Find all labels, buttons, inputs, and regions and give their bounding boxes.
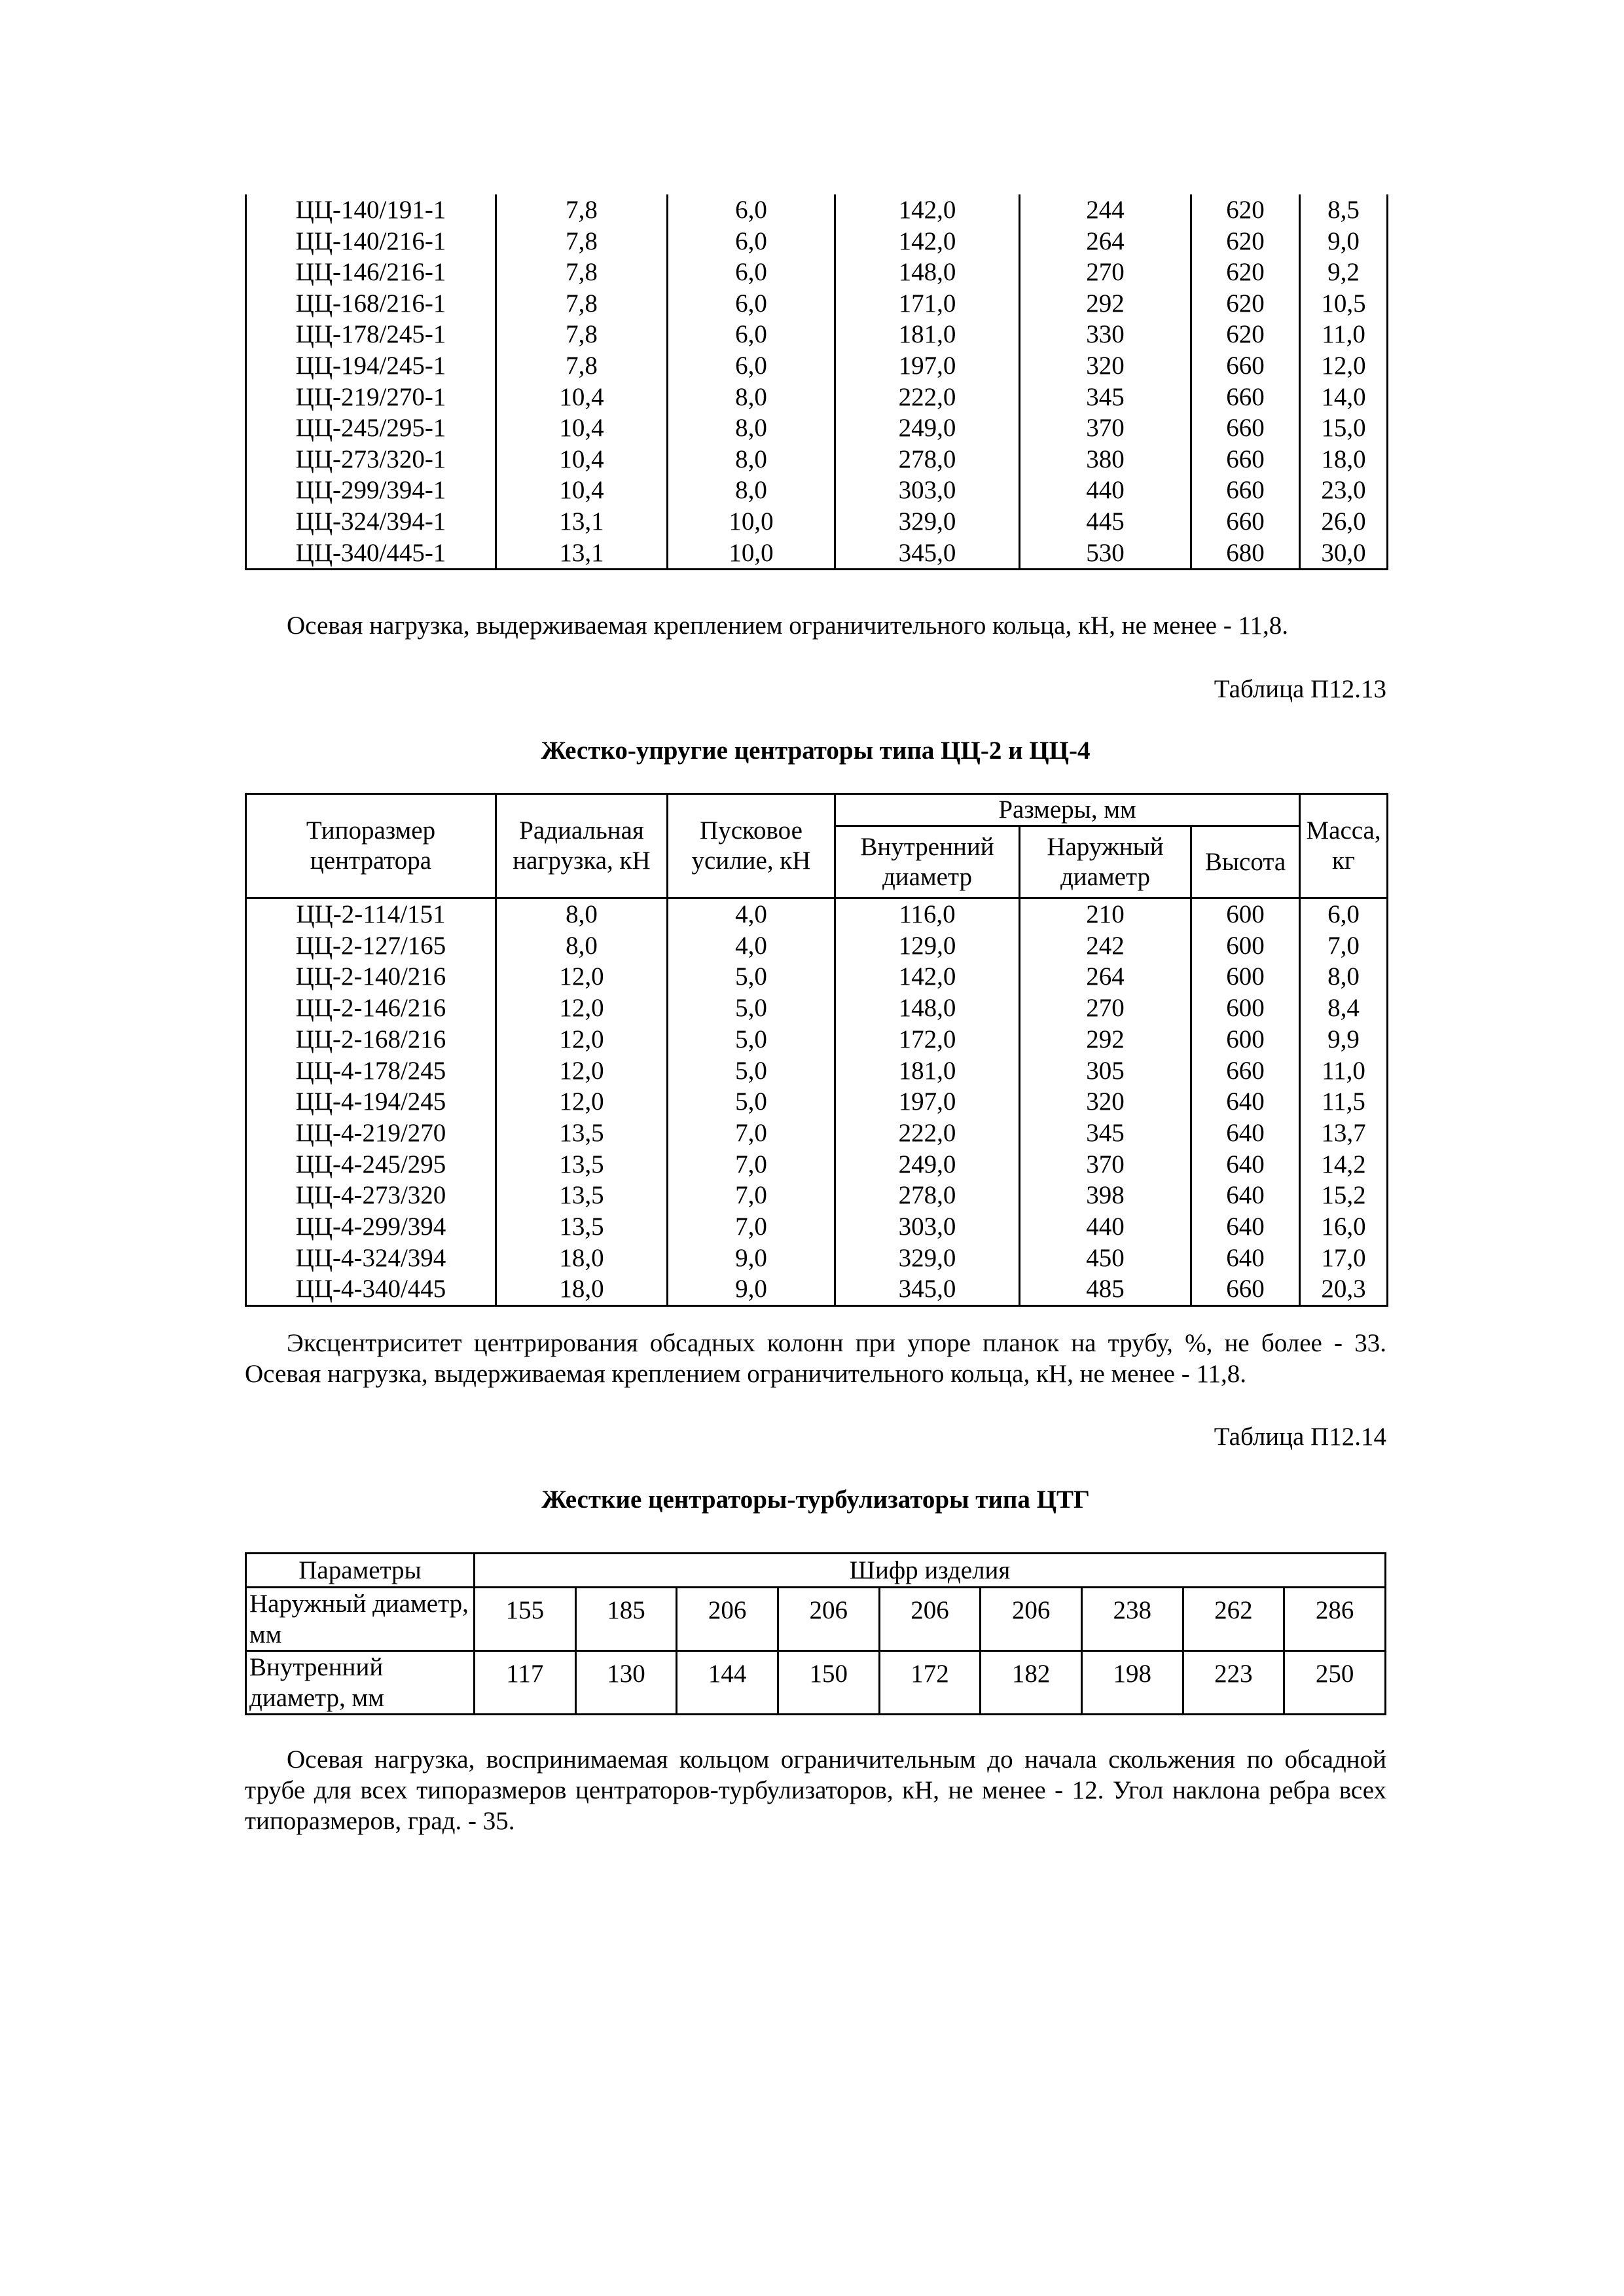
table-cell: 278,0 [835,1180,1020,1211]
table-cell: 329,0 [835,506,1020,538]
table-cell: 249,0 [835,412,1020,444]
table-cell: 222,0 [835,1118,1020,1149]
table-cell: 181,0 [835,1055,1020,1087]
table-cell: 13,5 [496,1118,668,1149]
table-cell: 660 [1191,1273,1300,1305]
table-cell: 13,1 [496,538,668,570]
table-cell: 5,0 [668,1024,835,1055]
table-cell: 5,0 [668,993,835,1024]
table-cell: 345 [1020,1118,1191,1149]
table-1-body [246,194,1388,570]
table-cell: 660 [1191,444,1300,475]
table-cell: 600 [1191,961,1300,993]
table-2-note: Эксцентриситет центрирования обсадных колонн при упоре планок на трубу, %, не более - 33. Осевая нагрузка, выдерживаемая креплением ограничительного кольца, кН, не менее - 11,8. [245,1329,1386,1388]
table-cell: 620 [1191,257,1300,288]
table-row [246,538,1388,570]
header-product-code: Шифр изделия [475,1554,1386,1588]
table-row [246,226,1388,257]
table-cell: ЦЦ-4-324/394 [246,1243,496,1274]
table-cell: 26,0 [1300,506,1388,538]
table-cell: 13,7 [1300,1118,1388,1149]
table-cell: 13,5 [496,1149,668,1180]
table-cell: 18,0 [496,1273,668,1305]
table-cell: 10,4 [496,444,668,475]
table-cell: 264 [1020,226,1191,257]
table-cell: 345,0 [835,1273,1020,1305]
table-cell: 8,0 [668,444,835,475]
table-cell: 12,0 [496,961,668,993]
table-cell: 7,8 [496,226,668,257]
table-cell: ЦЦ-4-178/245 [246,1055,496,1087]
table-cell: 250 [1284,1651,1386,1715]
table-cell: 620 [1191,288,1300,319]
table-row [246,1243,1388,1274]
table-cell: ЦЦ-140/191-1 [246,194,496,226]
table-cell: 398 [1020,1180,1191,1211]
table-cell: 8,0 [668,382,835,413]
table-3-title: Жесткие центраторы-турбулизаторы типа ЦТГ [541,1485,1090,1514]
table-cell: 13,5 [496,1180,668,1211]
table-row [246,1180,1388,1211]
table-cell: 13,5 [496,1211,668,1243]
table-cell: 264 [1020,961,1191,993]
table-cell: 185 [575,1588,677,1651]
table-cell: 640 [1191,1118,1300,1149]
table-cell: 144 [677,1651,778,1715]
table-cell: 10,0 [668,538,835,570]
header-height: Высота [1191,826,1300,898]
table-cell: 450 [1020,1243,1191,1274]
table-cell: 8,0 [668,412,835,444]
table-cell: 640 [1191,1149,1300,1180]
table-cell: 9,0 [1300,226,1388,257]
table-cell: 6,0 [668,194,835,226]
table-2-title: Жестко-упругие центраторы типа ЦЦ-2 и ЦЦ-4 [541,737,1091,765]
table-cell: 171,0 [835,288,1020,319]
table-row [246,475,1388,506]
table-cell: 4,0 [668,898,835,930]
header-outer-diameter: Наружный диаметр [1020,826,1191,898]
table-cell: ЦЦ-219/270-1 [246,382,496,413]
table-3 [245,1552,1386,1715]
table-cell: 17,0 [1300,1243,1388,1274]
table-cell: 198 [1081,1651,1183,1715]
table-cell: 5,0 [668,1055,835,1087]
table-2 [245,793,1386,1307]
table-cell: ЦЦ-194/245-1 [246,350,496,382]
table-cell: 12,0 [496,1086,668,1118]
table-cell: 10,4 [496,475,668,506]
table-cell: 660 [1191,475,1300,506]
table-row [246,930,1388,962]
table-cell: 303,0 [835,1211,1020,1243]
table-cell: 600 [1191,993,1300,1024]
table-cell: 6,0 [668,319,835,350]
table-cell: 5,0 [668,961,835,993]
table-cell: 142,0 [835,961,1020,993]
table-cell: 14,0 [1300,382,1388,413]
table-cell: 148,0 [835,993,1020,1024]
table-row [246,257,1388,288]
table-cell: 11,5 [1300,1086,1388,1118]
table-cell: 8,5 [1300,194,1388,226]
table-cell: 206 [879,1588,981,1651]
header-inner-diameter: Внутренний диаметр [835,826,1020,898]
table-cell: ЦЦ-324/394-1 [246,506,496,538]
table-cell: 172,0 [835,1024,1020,1055]
table-cell: 197,0 [835,350,1020,382]
table-cell: 10,4 [496,382,668,413]
table-cell: 320 [1020,350,1191,382]
table-2-label: Таблица П12.13 [1214,675,1386,703]
table-3-note: Осевая нагрузка, воспринимаемая кольцом ограничительным до начала скольжения по обсадной трубе для всех типоразмеров центраторов-турбулизаторов, кН, не менее - 12. Угол наклона ребра всех типоразмеров, град. - 35. [245,1745,1386,1835]
table-cell: 305 [1020,1055,1191,1087]
table-cell: 197,0 [835,1086,1020,1118]
table-cell: 11,0 [1300,1055,1388,1087]
table-cell: 206 [677,1588,778,1651]
table-cell: 181,0 [835,319,1020,350]
table-cell: 8,0 [1300,961,1388,993]
table-cell: 303,0 [835,475,1020,506]
table-cell: 23,0 [1300,475,1388,506]
table-cell: 640 [1191,1243,1300,1274]
table-cell: 223 [1183,1651,1284,1715]
table-cell: 640 [1191,1211,1300,1243]
table-cell: 150 [778,1651,879,1715]
table-cell: 172 [879,1651,981,1715]
table-3-label: Таблица П12.14 [1214,1423,1386,1451]
table-cell: 292 [1020,288,1191,319]
table-cell: 12,0 [496,1024,668,1055]
table-cell: 7,0 [668,1149,835,1180]
table-cell: 238 [1081,1588,1183,1651]
header-dimensions: Размеры, мм [835,794,1300,826]
table-2-body [246,898,1388,1306]
table-cell: 7,0 [1300,930,1388,962]
table-cell: ЦЦ-2-127/165 [246,930,496,962]
table-row [246,1211,1388,1243]
table-cell: 206 [778,1588,879,1651]
table-cell: 8,0 [496,898,668,930]
table-cell: ЦЦ-4-194/245 [246,1086,496,1118]
table-cell: 329,0 [835,1243,1020,1274]
table-cell: 30,0 [1300,538,1388,570]
table-cell: 7,8 [496,257,668,288]
table-cell: 10,5 [1300,288,1388,319]
table-cell: 660 [1191,412,1300,444]
table-cell: 11,0 [1300,319,1388,350]
table-cell: 222,0 [835,382,1020,413]
label-inner-diameter: Внутренний диаметр, мм [246,1651,475,1715]
table-cell: 244 [1020,194,1191,226]
table-cell: 600 [1191,898,1300,930]
table-cell: 155 [475,1588,576,1651]
table-cell: 440 [1020,1211,1191,1243]
table-cell: 16,0 [1300,1211,1388,1243]
table-cell: 9,2 [1300,257,1388,288]
table-cell: 148,0 [835,257,1020,288]
table-cell: 7,0 [668,1180,835,1211]
table-cell: 142,0 [835,194,1020,226]
table-cell: 10,0 [668,506,835,538]
table-1-continuation [245,194,1386,570]
table-row [246,1055,1388,1087]
table-cell: 370 [1020,412,1191,444]
table-cell: ЦЦ-140/216-1 [246,226,496,257]
table-cell: ЦЦ-4-273/320 [246,1180,496,1211]
table-cell: 18,0 [496,1243,668,1274]
table-cell: ЦЦ-4-340/445 [246,1273,496,1305]
table-row [246,1086,1388,1118]
table-row [246,444,1388,475]
table-cell: 286 [1284,1588,1386,1651]
table-cell: ЦЦ-4-299/394 [246,1211,496,1243]
table-cell: 7,8 [496,288,668,319]
table-cell: 270 [1020,993,1191,1024]
table-cell: 206 [981,1588,1082,1651]
table-cell: ЦЦ-299/394-1 [246,475,496,506]
table-row [246,350,1388,382]
table-cell: 182 [981,1651,1082,1715]
table-cell: 660 [1191,1055,1300,1087]
header-start-force: Пусковое усилие, кН [668,794,835,898]
table-row [246,1273,1388,1305]
table-cell: 130 [575,1651,677,1715]
table-row [246,506,1388,538]
table-cell: 18,0 [1300,444,1388,475]
table-cell: ЦЦ-178/245-1 [246,319,496,350]
table-cell: 445 [1020,506,1191,538]
table-cell: 6,0 [668,288,835,319]
table-cell: 116,0 [835,898,1020,930]
table-cell: ЦЦ-168/216-1 [246,288,496,319]
table-cell: 640 [1191,1180,1300,1211]
table-cell: 12,0 [496,1055,668,1087]
table-cell: 7,8 [496,194,668,226]
table-cell: 210 [1020,898,1191,930]
table-cell: 9,9 [1300,1024,1388,1055]
table-cell: 620 [1191,226,1300,257]
table-cell: 345 [1020,382,1191,413]
table-cell: 485 [1020,1273,1191,1305]
table-cell: 249,0 [835,1149,1020,1180]
table-cell: 7,0 [668,1211,835,1243]
table-cell: 660 [1191,506,1300,538]
table-row [246,1024,1388,1055]
table-cell: 13,1 [496,506,668,538]
header-radial-load: Радиальная нагрузка, кН [496,794,668,898]
table-cell: 345,0 [835,538,1020,570]
table-cell: 9,0 [668,1243,835,1274]
table-cell: 270 [1020,257,1191,288]
table-cell: ЦЦ-4-245/295 [246,1149,496,1180]
table-cell: 129,0 [835,930,1020,962]
table-cell: 14,2 [1300,1149,1388,1180]
table-cell: 292 [1020,1024,1191,1055]
header-mass: Масса, кг [1300,794,1388,898]
header-size: Типоразмер центратора [246,794,496,898]
header-parameters: Параметры [246,1554,475,1588]
table-row [246,1149,1388,1180]
table-cell: 20,3 [1300,1273,1388,1305]
table-cell: 6,0 [1300,898,1388,930]
table-cell: 7,0 [668,1118,835,1149]
table-row [246,1118,1388,1149]
table-cell: 620 [1191,319,1300,350]
row-outer-diameter [246,1588,1386,1651]
table-row [246,961,1388,993]
table-cell: ЦЦ-2-146/216 [246,993,496,1024]
table-cell: 15,0 [1300,412,1388,444]
table-cell: ЦЦ-273/320-1 [246,444,496,475]
table-cell: 660 [1191,350,1300,382]
table-cell: 9,0 [668,1273,835,1305]
table-cell: 7,8 [496,350,668,382]
table-cell: ЦЦ-245/295-1 [246,412,496,444]
table-cell: ЦЦ-2-168/216 [246,1024,496,1055]
table-row [246,993,1388,1024]
table-cell: 8,4 [1300,993,1388,1024]
table-cell: 4,0 [668,930,835,962]
table-cell: 6,0 [668,226,835,257]
table-cell: ЦЦ-2-114/151 [246,898,496,930]
table-row [246,288,1388,319]
table-cell: 320 [1020,1086,1191,1118]
table-cell: 7,8 [496,319,668,350]
table-cell: 600 [1191,930,1300,962]
table-row [246,412,1388,444]
table-cell: 620 [1191,194,1300,226]
table-cell: 242 [1020,930,1191,962]
table-cell: 5,0 [668,1086,835,1118]
table-cell: ЦЦ-4-219/270 [246,1118,496,1149]
table-row [246,194,1388,226]
table-cell: 8,0 [496,930,668,962]
table-cell: 262 [1183,1588,1284,1651]
table-cell: 117 [475,1651,576,1715]
table-cell: 380 [1020,444,1191,475]
table-cell: 660 [1191,382,1300,413]
table-cell: 6,0 [668,257,835,288]
table-cell: 680 [1191,538,1300,570]
table-cell: 440 [1020,475,1191,506]
table-cell: 530 [1020,538,1191,570]
table-cell: 8,0 [668,475,835,506]
table-cell: 10,4 [496,412,668,444]
table-cell: 370 [1020,1149,1191,1180]
table-cell: 12,0 [1300,350,1388,382]
table-cell: ЦЦ-146/216-1 [246,257,496,288]
table-row [246,319,1388,350]
table-cell: 12,0 [496,993,668,1024]
table-cell: 640 [1191,1086,1300,1118]
table-row [246,382,1388,413]
table-cell: ЦЦ-340/445-1 [246,538,496,570]
table-cell: ЦЦ-2-140/216 [246,961,496,993]
table-cell: 600 [1191,1024,1300,1055]
table-cell: 330 [1020,319,1191,350]
table-cell: 278,0 [835,444,1020,475]
table-cell: 142,0 [835,226,1020,257]
table-cell: 15,2 [1300,1180,1388,1211]
row-inner-diameter [246,1651,1386,1715]
table-row [246,898,1388,930]
table-1-note: Осевая нагрузка, выдерживаемая креплением ограничительного кольца, кН, не менее - 11,8. [287,611,1289,640]
label-outer-diameter: Наружный диаметр, мм [246,1588,475,1651]
table-cell: 6,0 [668,350,835,382]
